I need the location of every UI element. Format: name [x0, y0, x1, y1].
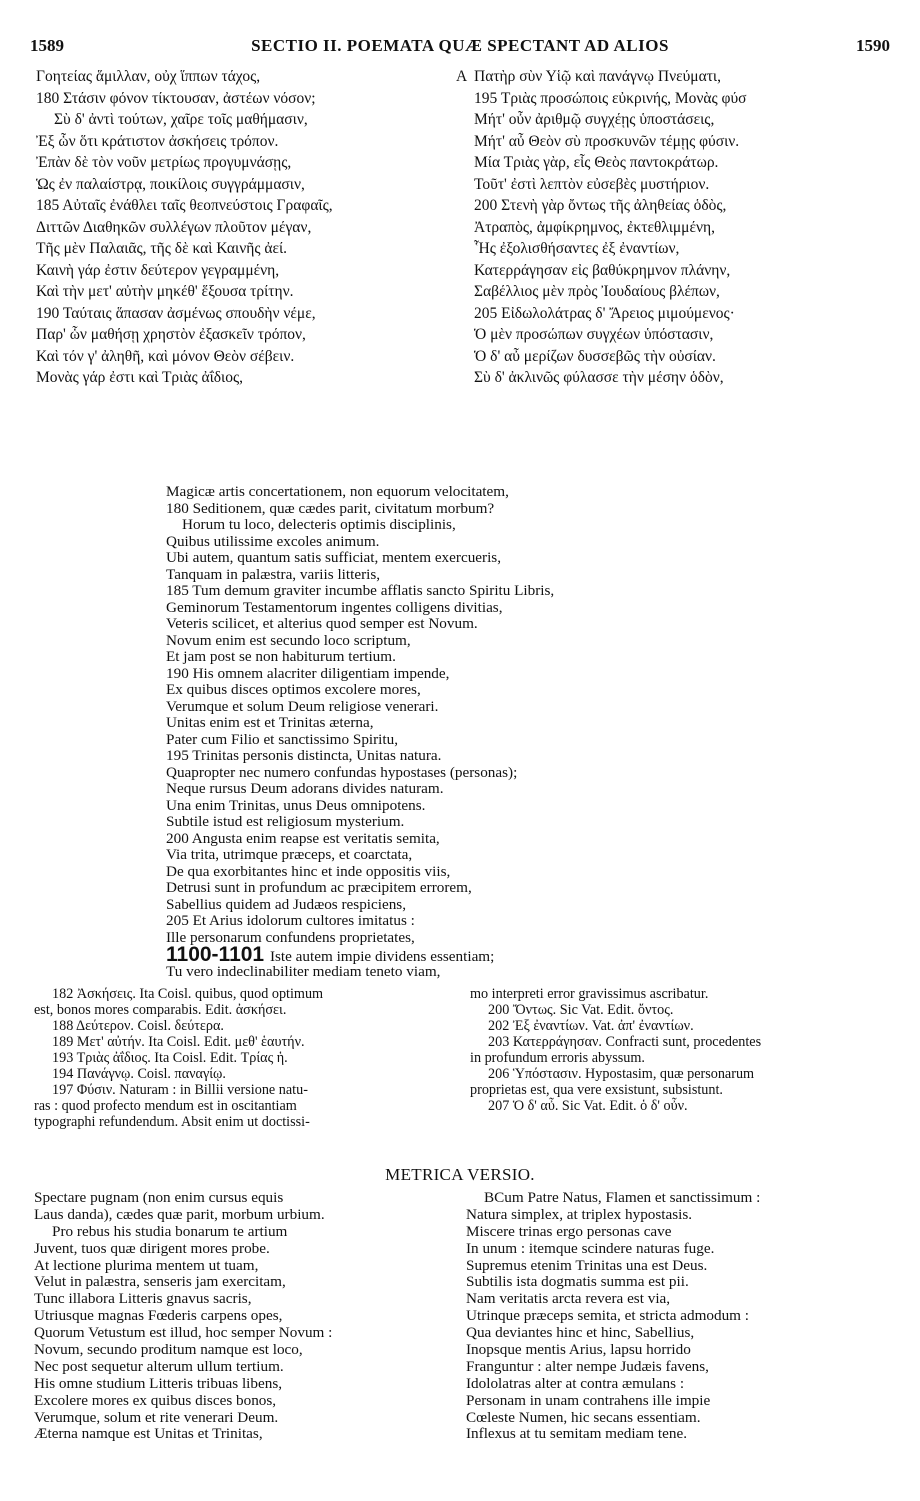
text-line-content: Ἐξ ὧν ὅτι κράτιστον ἀσκήσεις τρόπον.: [36, 132, 279, 150]
text-line: [456, 131, 896, 153]
text-line-content: 205 Et Arius idolorum cultores imitatus :: [166, 912, 415, 929]
text-line: [456, 88, 896, 110]
text-line: [456, 152, 896, 174]
text-line-content: Inopsque mentis Arius, lapsu horrido: [466, 1341, 691, 1359]
text-line: [466, 1410, 906, 1427]
text-line-content: Ἐπὰν δὲ τὸν νοῦν μετρίως προγυμνάσῃς,: [36, 154, 292, 171]
text-line-content: 195 Trinitas personis distincta, Unitas natura.: [166, 747, 442, 764]
text-line: [466, 1291, 906, 1308]
text-line: [34, 1393, 454, 1410]
text-line-content: typographi refundendum. Absit enim ut doctissi-: [34, 1114, 310, 1130]
text-line-content: 185 Αὐταῖς ἐνάθλει ταῖς θεοπνεύστοις Γραφαῖς,: [36, 197, 333, 214]
text-line: [34, 1050, 464, 1066]
text-line: [34, 1410, 454, 1427]
text-line-content: ras : quod profecto mendum est in oscitantiam: [34, 1098, 297, 1114]
text-line-content: Veteris scilicet, et alterius quod semper est Novum.: [166, 615, 478, 632]
text-line: [166, 880, 726, 897]
text-line: [166, 943, 726, 966]
text-line-content: Μήτ' οὖν ἀριθμῷ συγχέῃς ὑποστάσεις,: [474, 111, 715, 128]
text-line: [456, 217, 896, 239]
metrica-versio-left-column: [34, 1190, 454, 1443]
text-line-content: 190 His omnem alacriter diligentiam impende,: [166, 664, 450, 682]
text-line: [470, 1066, 890, 1082]
text-line-content: Qua deviantes hinc et hinc, Sabellius,: [466, 1324, 695, 1342]
text-line: [466, 1426, 906, 1443]
text-line-content: Παρ' ὧν μαθήσῃ χρηστὸν ἐξασκεῖν τρόπον,: [36, 326, 306, 343]
text-line: [166, 666, 726, 683]
text-line: [36, 260, 446, 282]
page-number-left: 1589: [30, 36, 64, 55]
text-line-content: Geminorum Testamentorum ingentes colligens divitias,: [166, 598, 503, 616]
text-line-content: Μονὰς γάρ ἐστι καὶ Τριὰς ἀΐδιος,: [36, 369, 243, 386]
text-line-content: 200 Ὄντως. Sic Vat. Edit. ὄντος.: [488, 1002, 674, 1018]
text-line: [466, 1342, 906, 1359]
text-line: [166, 964, 726, 981]
text-line: [34, 1291, 454, 1308]
text-line: [34, 1034, 464, 1050]
text-line: [166, 517, 726, 534]
text-line-content: Novum enim est secundo loco scriptum,: [166, 631, 411, 649]
text-line: [466, 1308, 906, 1325]
text-line: [166, 583, 726, 600]
text-line-content: Horum tu loco, delecteris optimis disciplinis,: [182, 516, 456, 533]
text-line-content: Quapropter nec numero confundas hypostases (personas);: [166, 763, 518, 781]
text-line: [34, 1258, 454, 1275]
text-line-content: Subtile istud est religiosum mysterium.: [166, 813, 405, 830]
text-line-content: 207 Ὁ δ' αὖ. Sic Vat. Edit. ὁ δ' οὖν.: [488, 1098, 688, 1114]
text-line-content: Tanquam in palæstra, variis litteris,: [166, 565, 381, 583]
text-line-content: Subtilis ista dogmatis summa est pii.: [466, 1273, 689, 1291]
text-line: [36, 152, 446, 174]
text-line: [34, 1098, 464, 1114]
text-line-content: Καὶ τόν γ' ἀληθῆ, καὶ μόνον Θεὸν σέβειν.: [36, 347, 295, 365]
text-line: [456, 281, 896, 303]
text-line-content: 195 Τριὰς προσώποις εὐκρινής, Μονὰς φύσ: [474, 89, 747, 107]
text-line-content: 203 Κατερράγησαν. Confracti sunt, procedentes: [488, 1034, 762, 1050]
text-line: [166, 600, 726, 617]
text-line: [166, 682, 726, 699]
metrica-versio-heading: METRICA VERSIO.: [385, 1165, 535, 1184]
text-line: [166, 715, 726, 732]
text-line-content: Πατὴρ σὺν Υἱῷ καὶ πανάγνῳ Πνεύματι,: [474, 68, 721, 85]
text-line: [456, 238, 896, 260]
text-line: [466, 1241, 906, 1258]
text-line: [34, 1359, 454, 1376]
text-line-content: Διττῶν Διαθηκῶν συλλέγων πλοῦτον μέγαν,: [36, 218, 312, 236]
text-line: [466, 1207, 906, 1224]
text-line: [456, 109, 896, 131]
text-line-content: Franguntur : alter nempe Judæis favens,: [466, 1357, 709, 1375]
text-line-content: Γοητείας ἅμιλλαν, οὐχ ἵππων τάχος,: [36, 68, 261, 85]
text-line-content: Μία Τριὰς γὰρ, εἷς Θεὸς παντοκράτωρ.: [474, 154, 719, 171]
text-line-content: Καινὴ γάρ ἐστιν δεύτερον γεγραμμένη,: [36, 261, 280, 279]
text-line: [166, 699, 726, 716]
text-line-content: 194 Πανάγνῳ. Coisl. παναγίῳ.: [52, 1066, 226, 1082]
text-line: [166, 847, 726, 864]
text-line-content: Pro rebus his studia bonarum te artium: [52, 1222, 288, 1240]
text-line: [36, 324, 446, 346]
text-line: [466, 1224, 906, 1241]
text-line-content: Ὁ μὲν προσώπων συγχέων ὑπόστασιν,: [474, 326, 714, 343]
text-line-content: Detrusi sunt in profundum ac præcipitem errorem,: [166, 879, 472, 896]
latin-translation: [166, 484, 726, 981]
metrica-versio-right-column: [466, 1190, 906, 1443]
text-line-content: 197 Φύσιν. Naturam : in Billii versione natu-: [52, 1082, 308, 1098]
text-line: [166, 814, 726, 831]
text-line: [36, 346, 446, 368]
text-line: [456, 66, 896, 88]
text-line-content: proprietas est, qua vere exsistunt, subsistunt.: [470, 1082, 723, 1098]
text-line-content: Spectare pugnam (non enim cursus equis: [34, 1189, 284, 1206]
text-line: [34, 1066, 464, 1082]
text-line-content: Novum, secundo proditum namque est loco,: [34, 1341, 303, 1359]
text-line: [34, 1325, 454, 1342]
text-line-content: Sabellius quidem ad Judæos respiciens,: [166, 895, 407, 913]
text-line-content: Ille personarum confundens proprietates,: [166, 928, 415, 946]
text-line: [36, 88, 446, 110]
text-line-content: Tu vero indeclinabiliter mediam teneto viam,: [166, 963, 441, 980]
text-line-content: Tunc illabora Litteris gnavus sacris,: [34, 1290, 252, 1308]
text-line: [34, 1426, 454, 1443]
text-line-content: Σαβέλλιος μὲν πρὸς Ἰουδαίους βλέπων,: [474, 283, 720, 300]
text-line: [36, 217, 446, 239]
text-line-content: Nec post sequetur alterum ullum tertium.: [34, 1357, 284, 1375]
text-line: [470, 1050, 890, 1066]
text-line: [470, 1034, 890, 1050]
text-line-content: Unitas enim est et Trinitas æterna,: [166, 714, 374, 731]
text-line: [470, 1002, 890, 1018]
text-line-content: Magicæ artis concertationem, non equorum velocitatem,: [166, 483, 509, 500]
text-line: [166, 484, 726, 501]
text-line: [34, 1018, 464, 1034]
text-line-content: 206 Ὑπόστασιν. Hypostasim, quæ personarum: [488, 1066, 755, 1082]
text-line-content: Verumque et solum Deum religiose venerari.: [166, 697, 439, 715]
text-line: [166, 616, 726, 633]
text-line: [470, 1082, 890, 1098]
text-line: [36, 238, 446, 260]
text-line-content: Personam in unam contrahens ille impie: [466, 1391, 711, 1409]
text-line-content: mo interpreti error gravissimus ascribatur.: [470, 986, 709, 1002]
text-line-content: 180 Στάσιν φόνον τίκτουσαν, ἀστέων νόσον;: [36, 89, 316, 107]
column-letter-marker: B: [484, 1189, 495, 1206]
text-line-content: Ex quibus disces optimos excolere mores,: [166, 681, 421, 698]
text-line-content: Velut in palæstra, senseris jam exercitam,: [34, 1273, 286, 1291]
text-line: [36, 109, 446, 131]
text-line-content: Ὡς ἐν παλαίστρᾳ, ποικίλοις συγγράμμασιν,: [36, 175, 305, 193]
text-line-content: 182 Ἀσκήσεις. Ita Coisl. quibus, quod optimum: [52, 986, 324, 1002]
text-line-content: 205 Εἰδωλολάτρας δ' Ἄρειος μιμούμενος·: [474, 304, 735, 322]
text-line: [470, 1018, 890, 1034]
text-line: [166, 765, 726, 782]
text-line-content: Una enim Trinitas, unus Deus omnipotens.: [166, 796, 426, 814]
text-line: [166, 649, 726, 666]
text-line-content: Utrinque præceps semita, et stricta admodum :: [466, 1307, 750, 1325]
text-line: [456, 195, 896, 217]
text-line: [456, 346, 896, 368]
column-letter-marker: A: [456, 68, 468, 85]
text-line-content: 190 Ταύταις ἅπασαν ἀσμένως σπουδὴν νέμε,: [36, 304, 316, 322]
text-line-content: Καὶ τὴν μετ' αὐτὴν μηκέθ' ἕξουσα τρίτην.: [36, 283, 294, 300]
text-line-content: Verumque, solum et rite venerari Deum.: [34, 1408, 279, 1426]
text-line-content: Æterna namque est Unitas et Trinitas,: [34, 1425, 263, 1443]
text-line-content: Quibus utilissime excoles animum.: [166, 532, 380, 550]
text-line-content: Σὺ δ' ἀντὶ τούτων, χαῖρε τοῖς μαθήμασιν,: [54, 111, 308, 128]
text-line: [470, 1098, 890, 1114]
text-line-content: Et jam post se non habiturum tertium.: [166, 648, 396, 665]
text-line: [166, 913, 726, 930]
text-line-content: Idololatras alter at contra æmulans :: [466, 1374, 685, 1392]
text-line-content: Pater cum Filio et sanctissimo Spiritu,: [166, 730, 399, 748]
text-line: [466, 1359, 906, 1376]
text-line: [36, 367, 446, 389]
text-line-content: Natura simplex, at triplex hypostasis.: [466, 1205, 693, 1223]
text-line-content: At lectione plurima mentem ut tuam,: [34, 1256, 259, 1274]
text-line-content: Quorum Vetustum est illud, hoc semper Novum :: [34, 1324, 333, 1342]
text-line-content: Via trita, utrimque præceps, et coarctata,: [166, 846, 413, 863]
text-line: [166, 732, 726, 749]
text-line-content: In unum : itemque scindere naturas fuge.: [466, 1239, 715, 1257]
text-line: [36, 131, 446, 153]
text-line: [36, 281, 446, 303]
text-line: [456, 260, 896, 282]
text-line-content: Excolere mores ex quibus disces bonos,: [34, 1391, 277, 1409]
text-line-content: Utriusque magnas Fœderis carpens opes,: [34, 1307, 283, 1325]
text-line: [34, 1207, 454, 1224]
text-line: [456, 367, 896, 389]
text-line-content: Cum Patre Natus, Flamen et sanctissimum :: [494, 1189, 761, 1206]
text-line: [34, 1274, 454, 1291]
text-line-content: Ἀτραπὸς, ἀμφίκρημνος, ἐκτεθλιμμένη,: [474, 218, 715, 236]
text-line-content: Ubi autem, quantum satis sufficiat, mentem exercueris,: [166, 549, 502, 566]
text-line: [34, 1190, 454, 1207]
text-line: [34, 986, 464, 1002]
greek-text-left-column: [36, 66, 446, 389]
text-line: [34, 1241, 454, 1258]
text-line: [166, 633, 726, 650]
text-line-content: Ὁ δ' αὖ μερίζων δυσσεβῶς τὴν οὐσίαν.: [474, 347, 716, 365]
text-line-content: Juvent, tuos quæ dirigent mores probe.: [34, 1239, 270, 1257]
text-line-content: 200 Angusta enim reapse est veritatis semita,: [166, 829, 440, 847]
text-line-content: 185 Tum demum graviter incumbe afflatis sancto Spiritu Libris,: [166, 582, 555, 599]
page-header: [30, 36, 890, 58]
text-line-content: Laus danda), cædes quæ parit, morbum urbium.: [34, 1205, 325, 1223]
text-line: [166, 550, 726, 567]
text-line: [166, 864, 726, 881]
footnotes-right-column: [470, 986, 890, 1114]
text-line-content: 193 Τριὰς ἀΐδιος. Ita Coisl. Edit. Τρίας ἡ.: [52, 1050, 288, 1066]
text-line: [166, 501, 726, 518]
text-line: [36, 195, 446, 217]
text-line-content: Ἧς ἐξολισθήσαντες ἐξ ἐναντίων,: [474, 240, 680, 257]
text-line-content: Nam veritatis arcta revera est via,: [466, 1290, 671, 1308]
text-line-content: Μήτ' αὖ Θεὸν σὺ προσκυνῶν τέμῃς φύσιν.: [474, 132, 740, 150]
text-line: [34, 1376, 454, 1393]
text-line: [456, 324, 896, 346]
text-line-content: Κατερράγησαν εἰς βαθύκρημνον πλάνην,: [474, 261, 731, 279]
text-line-content: 200 Στενὴ γὰρ ὄντως τῆς ἀληθείας ὁδὸς,: [474, 197, 727, 214]
text-line: [466, 1190, 906, 1207]
text-line: [456, 174, 896, 196]
text-line: [466, 1393, 906, 1410]
text-line: [166, 897, 726, 914]
text-line-content: 202 Ἐξ ἐναντίων. Vat. ἀπ' ἐναντίων.: [488, 1018, 694, 1034]
text-line: [466, 1376, 906, 1393]
text-line: [166, 781, 726, 798]
text-line: [34, 1114, 464, 1130]
running-title: SECTIO II. POEMATA QUÆ SPECTANT AD ALIOS: [251, 36, 669, 55]
text-line: [166, 567, 726, 584]
text-line-content: Neque rursus Deum adorans divides naturam.: [166, 780, 444, 797]
page-number-right: 1590: [856, 36, 890, 55]
footnotes-left-column: [34, 986, 464, 1130]
text-line-content: Supremus etenim Trinitas una est Deus.: [466, 1256, 708, 1274]
text-line: [34, 1308, 454, 1325]
text-line: [36, 66, 446, 88]
text-line-content: Cœleste Numen, hic secans essentiam.: [466, 1408, 701, 1426]
text-line-content: De qua exorbitantes hinc et inde oppositis viis,: [166, 862, 451, 880]
text-line: [466, 1325, 906, 1342]
text-line: [166, 748, 726, 765]
text-line-content: 188 Δεύτερον. Coisl. δεύτερα.: [52, 1018, 224, 1034]
text-line: [166, 798, 726, 815]
text-line: [34, 1342, 454, 1359]
text-line: [34, 1002, 464, 1018]
greek-text-right-column: [456, 66, 896, 389]
text-line-content: Miscere trinas ergo personas cave: [466, 1222, 672, 1240]
text-line-content: 180 Seditionem, quæ cædes parit, civitatum morbum?: [166, 499, 495, 517]
text-line: [36, 303, 446, 325]
text-line-content: Τῆς μὲν Παλαιᾶς, τῆς δὲ καὶ Καινῆς ἀεί.: [36, 240, 288, 257]
text-line-content: Τοῦτ' ἐστὶ λεπτὸν εὐσεβὲς μυστήριον.: [474, 175, 710, 193]
text-line: [36, 174, 446, 196]
text-line-content: est, bonos mores comparabis. Edit. ἀσκήσει.: [34, 1002, 287, 1018]
text-line-content: Σὺ δ' ἀκλινῶς φύλασσε τὴν μέσην ὁδὸν,: [474, 369, 724, 386]
text-line: [466, 1274, 906, 1291]
text-line: [34, 1224, 454, 1241]
text-line-content: Iste autem impie dividens essentiam;: [269, 948, 495, 965]
text-line-content: in profundum erroris abyssum.: [470, 1050, 645, 1066]
text-line: [466, 1258, 906, 1275]
column-number-marker: 1100-1101: [166, 943, 270, 966]
text-line-content: Inflexus at tu semitam mediam tene.: [466, 1425, 687, 1443]
text-line: [166, 534, 726, 551]
text-line: [470, 986, 890, 1002]
text-line: [34, 1082, 464, 1098]
text-line: [456, 303, 896, 325]
text-line: [166, 831, 726, 848]
text-line-content: His omne studium Litteris tribuas libens,: [34, 1374, 283, 1392]
text-line-content: 189 Μετ' αὐτήν. Ita Coisl. Edit. μεθ' ἑαυτήν.: [52, 1034, 305, 1050]
